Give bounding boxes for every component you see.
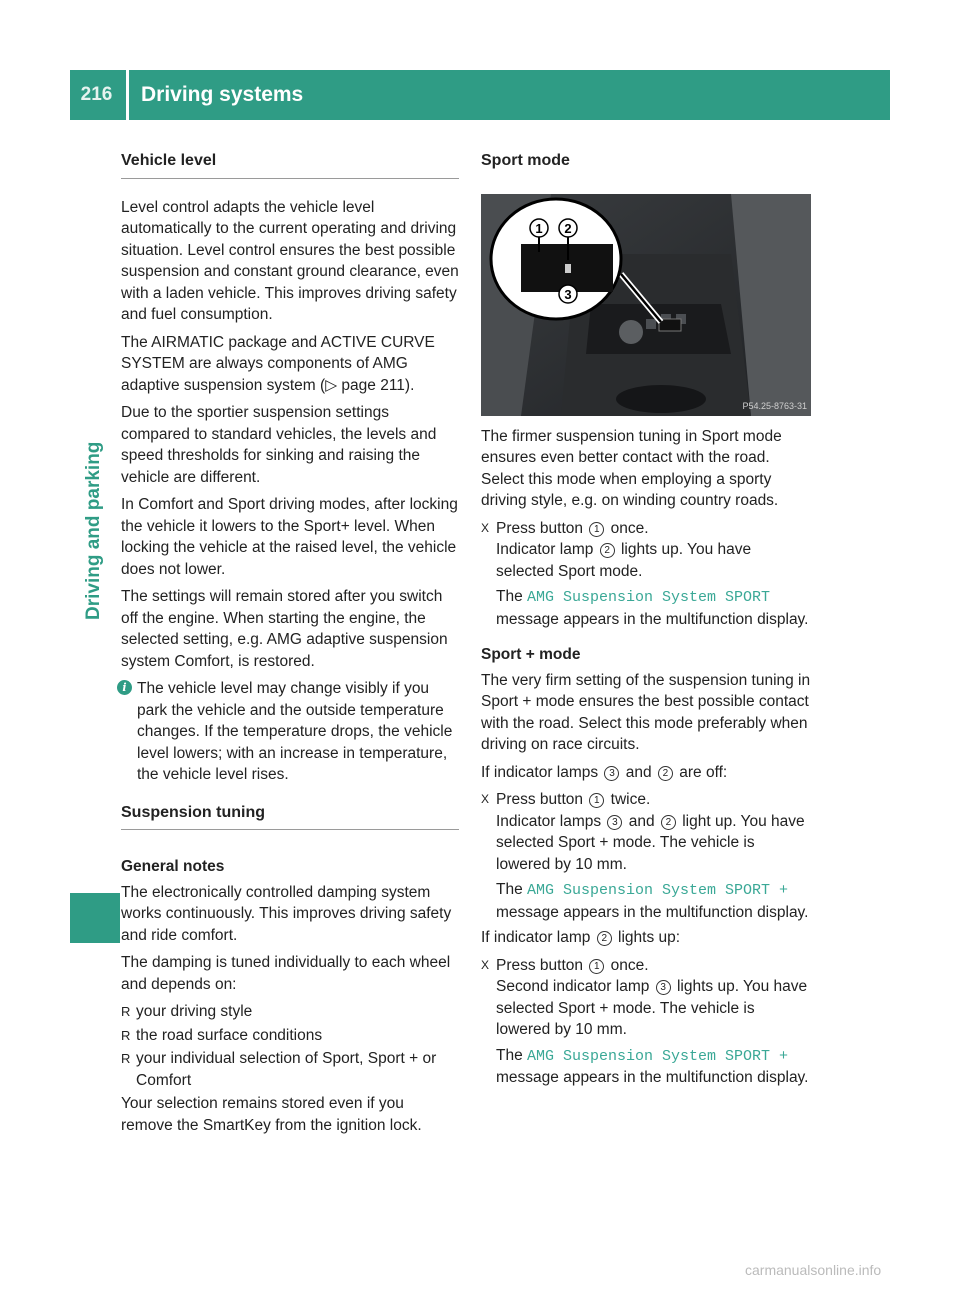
info-icon: i bbox=[117, 680, 132, 695]
paragraph: The electronically controlled damping system works continuously. This improves driving safety and ride comfort. bbox=[121, 883, 452, 944]
number-circle-icon: 2 bbox=[658, 766, 673, 781]
info-note: i The vehicle level may change visibly if you park the vehicle and the outside temperature changes. If the temperature drops, the vehicle level lowers; with an increase in temperature, the vehicle level rises. bbox=[121, 678, 459, 786]
display-message: AMG Suspension System SPORT + bbox=[527, 1047, 789, 1065]
number-circle-icon: 3 bbox=[604, 766, 619, 781]
step: X Press button 1 twice. Indicator lamps 3 and 2 light up. You have selected Sport + mode. The vehicle is lowered by 10 mm. The AMG Suspension System SPORT + message appears in the multifunction display. bbox=[481, 791, 809, 921]
sport-mode-heading: Sport mode bbox=[481, 152, 570, 169]
chapter-marker bbox=[70, 893, 120, 943]
bullet-icon: R bbox=[121, 1027, 131, 1043]
page-number: 216 bbox=[80, 84, 113, 105]
number-circle-icon: 3 bbox=[607, 815, 622, 830]
left-column bbox=[121, 150, 459, 1142]
number-circle-icon: 1 bbox=[589, 959, 604, 974]
condition: If indicator lamp 2 lights up: bbox=[481, 929, 681, 946]
paragraph: The very firm setting of the suspension tuning in Sport + mode ensures the best possible contact with the road. Select this mode preferably when driving on race circuits. bbox=[481, 671, 811, 753]
right-column bbox=[481, 150, 813, 1093]
step-arrow-icon: X bbox=[481, 957, 490, 972]
paragraph: Your selection remains stored even if you remove the SmartKey from the ignition lock. bbox=[121, 1095, 422, 1134]
vehicle-level-heading: Vehicle level bbox=[121, 150, 459, 179]
number-circle-icon: 1 bbox=[589, 522, 604, 537]
general-notes-heading: General notes bbox=[121, 858, 225, 875]
number-circle-icon: 2 bbox=[597, 931, 612, 946]
number-circle-icon: 3 bbox=[656, 980, 671, 995]
number-circle-icon: 1 bbox=[589, 793, 604, 808]
callout-2: 2 bbox=[564, 220, 572, 236]
step: X Press button 1 once. Indicator lamp 2 lights up. You have selected Sport mode. The AMG Suspension System SPORT message appears in the multifunction display. bbox=[481, 519, 809, 628]
display-message: AMG Suspension System SPORT bbox=[527, 589, 771, 606]
paragraph: The firmer suspension tuning in Sport mode ensures even better contact with the road. Select this mode when employing a sporty driving style, e.g. on winding country roads. bbox=[481, 427, 782, 509]
paragraph: Level control adapts the vehicle level automatically to the current operating and driving situation. Level control ensures the best possible suspension and constant ground clearance, even with a laden vehicle. This improves driving safety and fuel consumption. bbox=[121, 198, 459, 323]
console-photo bbox=[481, 194, 811, 416]
list-item: R your driving style bbox=[121, 1001, 459, 1023]
number-circle-icon: 2 bbox=[661, 815, 676, 830]
step-arrow-icon: X bbox=[481, 520, 490, 535]
header-divider bbox=[126, 70, 129, 120]
suspension-tuning-heading: Suspension tuning bbox=[121, 802, 459, 831]
paragraph: Due to the sportier suspension settings compared to standard vehicles, the levels and speed thresholds for sinking and raising the vehicle are different. bbox=[121, 404, 437, 486]
paragraph: The damping is tuned individually to each wheel and depends on: bbox=[121, 954, 451, 993]
chapter-side-label: Driving and parking bbox=[83, 441, 104, 620]
paragraph: In Comfort and Sport driving modes, after locking the vehicle it lowers to the Sport+ level. When locking the vehicle at the raised level, the vehicle does not lower. bbox=[121, 496, 458, 578]
paragraph: The settings will remain stored after you switch off the engine. When starting the engine, the selected setting, e.g. AMG adaptive suspension system Comfort, is restored. bbox=[121, 588, 448, 670]
condition: If indicator lamps 3 and 2 are off: bbox=[481, 763, 728, 781]
image-code: P54.25-8763-31 bbox=[742, 400, 807, 411]
step: X Press button 1 once. Second indicator lamp 3 lights up. You have selected Sport + mode. The vehicle is lowered by 10 mm. The AMG Suspension System SPORT + message appears in the multifunction display. bbox=[481, 956, 809, 1086]
callout-1: 1 bbox=[535, 220, 543, 236]
bullet-icon: R bbox=[121, 1004, 131, 1019]
callout-3: 3 bbox=[564, 286, 572, 302]
list-item: R the road surface conditions bbox=[121, 1025, 459, 1047]
step-arrow-icon: X bbox=[481, 792, 490, 806]
sport-plus-heading: Sport + mode bbox=[481, 646, 581, 663]
number-circle-icon: 2 bbox=[600, 543, 615, 558]
paragraph: The AIRMATIC package and ACTIVE CURVE SYSTEM are always components of AMG adaptive suspension system (▷ page 211). bbox=[121, 333, 435, 394]
bullet-icon: R bbox=[121, 1051, 131, 1066]
watermark: carmanualsonline.info bbox=[745, 1262, 882, 1278]
list-item: R your individual selection of Sport, Sport + or Comfort bbox=[121, 1050, 437, 1089]
display-message: AMG Suspension System SPORT + bbox=[527, 882, 789, 899]
page-title: Driving systems bbox=[141, 83, 304, 106]
page-ref-icon: ▷ bbox=[325, 376, 338, 394]
